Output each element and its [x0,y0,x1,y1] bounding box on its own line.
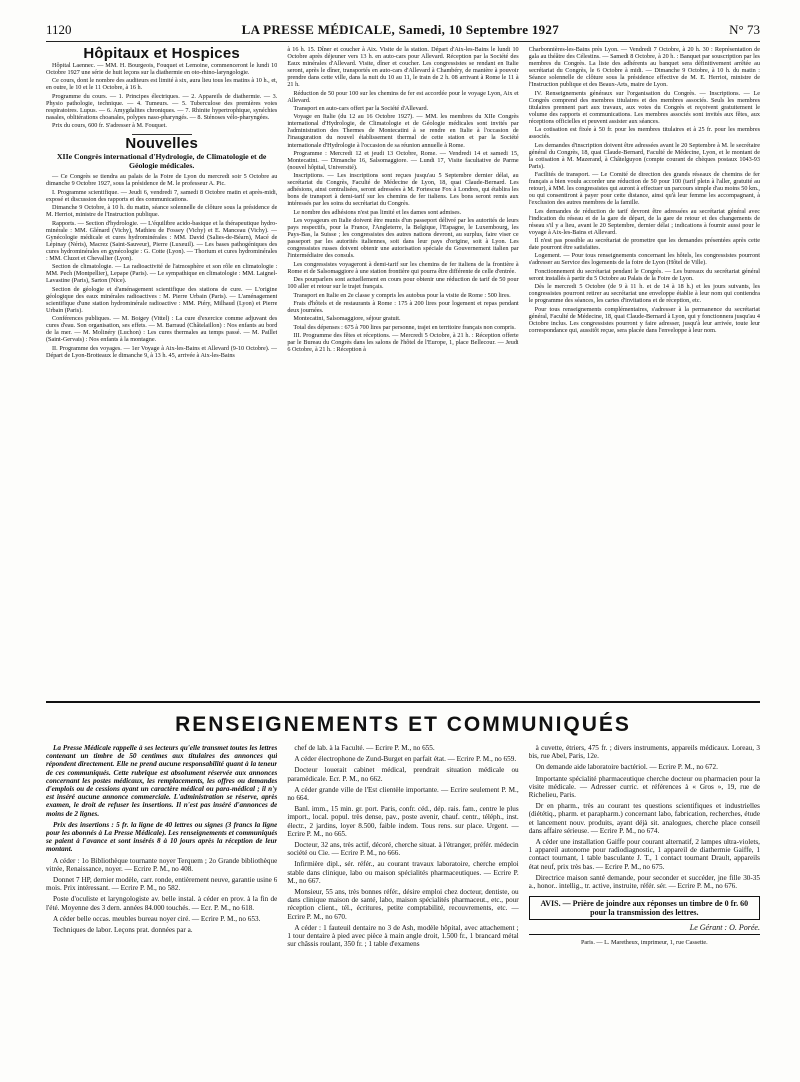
classified-ad: Infirmière dipl., sér. référ., au courant travaux laboratoire, cherche emploi stable dans clinique, labo ou maison spécialités pharmaceutiques. — Ecrire P. M., no 667. [287,860,519,885]
congress-paragraph: Des pourparlers sont actuellement en cours pour obtenir une réduction de tarif de 50 pour 100 aller et retour sur le trajet français. [287,276,519,291]
congress-paragraph: Les demandes d'inscription doivent être adressées avant le 20 Septembre à M. le secrétaire général du Congrès, 18, quai Claude-Bernard, Faculté de Médecine, Lyon, et le montant de la cotisation à M. Mazerand, à Châtelguyon (compte courant de chèques postaux 1043-93 Paris). [528,141,760,170]
classified-ad: A céder une installation Gaiffe pour courant alternatif, 2 lampes ultra-violets, 1 appareil autonome pour radiodiagnostic, 1 appareil de diathermie Gaiffe, 1 contact tournant, 1 table basculante J. T., 1 contact tournant Drault, appareils état neuf, prix très bas. — Ecrire P. M., no 675. [528,838,760,871]
classified-ad: Docteur, 32 ans, très actif, décoré, cherche situat. à l'étranger, préfér. médecin société ou Cie. — Ecrire P. M., no 666. [287,841,519,858]
column-2 [287,46,518,696]
congress-paragraph: Rapports. — Section d'hydrologie. — L'équilibre acido-basique et la thérapeutique hydro-minérale : MM. Glénard (Vichy), Mathieu de Fossey (Vichy) et E. Manceau (Vichy). — Gynécologie médicale et cures hydrominérales : MM. David (Salies-de-Béarn), Macé de Lépinay (Néris), Macrez (Saint-Sauveur), Pierre (Luxeuil). — Les bases pathogéniques des cures hydrominérales en gynécologie : G. Cotte (Lyon). — Thorium et cures hydrominérales : MM. Cluzet et Chevallier (Lyon). [46,219,278,262]
classifieds-columns [46,744,760,1044]
classifieds-column-2 [287,744,518,1044]
congress-paragraph: Dès le mercredi 5 Octobre (de 9 à 11 h. et de 14 à 18 h.) et les jours suivants, les congressistes pourront retirer au secrétariat une enveloppe établie à leur nom qui contiendra le programme des séances, les cartes d'invitations et de réception, etc. [528,283,760,305]
classified-ad: Donnet 7 HP, dernier modèle, carr. ronde, entièrement neuve, garantie usine 6 mois. Prix intéressant. — Ecrire P. M., no 582. [46,876,278,893]
congress-paragraph: Frais d'hôtels et de restaurants à Rome : 175 à 200 lires pour logement et repas pendant deux journées. [287,299,519,314]
classifieds-prices: Prix des insertions : 5 fr. la ligne de 40 lettres ou signes (3 francs la ligne pour les abonnés à La Presse Médicale). Les renseignements et communiqués se paient à l'avance et sont insérés 8 à 10 jours après la réception de leur montant. [46,820,278,854]
congress-paragraph: Voyage en Italie (du 12 au 16 Octobre 1927). — MM. les membres du XIIe Congrès international d'Hydrologie, de Climatologie et de Géologie médicales sont invités par l'administration des Thermes de Montecatini à se rendre en Italie à l'occasion de l'inauguration du nouvel établissement thermal de cette station et par la Société internationale d'Hydrologie à l'occasion de sa réunion annuelle à Rome. [287,113,519,149]
classified-ad: A céder : 1o Bibliothèque tournante noyer Terquem ; 2o Grande bibliothèque vitrée, Renaissance, noyer. — Ecrire P. M., no 408. [46,856,278,873]
classifieds-column-3 [529,744,760,1044]
congress-paragraph: Conférences publiques. — M. Boigey (Vittel) : La cure d'exercice comme adjuvant des cures d'eau. Son organisation, ses effets. — M. Barraud (Châtelaillon) : Nos enfants au bord de la mer. — M. Molinéry (Luchon) : Les cures thermales au temps passé. — M. Paillet (Saint-Gervais) : Nos enfants à la montagne. [46,315,278,344]
congress-paragraph: Les demandes de réduction de tarif devront être adressées au secrétariat général avec l'indication du réseau et de la gare de départ, de la gare de retour et des changements de réseau s'il y a lieu, avant le 20 Septembre, dernier délai ; indications à fournir aussi pour le voyage à Aix-les-Bains et Allevard. [528,207,760,236]
classifieds-column-1 [46,744,277,1044]
congress-paragraph: III. Programme des fêtes et réceptions. — Mercredi 5 Octobre, à 21 h. : Réception offerte par le Bureau du Congrès dans les salons de l'hôtel de l'Europe, 1, place Bellecour. — Jeudi 6 Octobre, à 21 h. : Réception à [287,331,519,354]
classified-ad: A céder belle occas. meubles bureau noyer ciré. — Ecrire P. M., no 653. [53,914,261,923]
classified-ad: Techniques de labor. Leçons prat. données par a. [53,926,193,935]
classified-ad: A céder : 1 fauteuil dentaire no 3 de Ash, modèle hôpital, avec attachement ; 1 tour dentaire à pied avec pièce à main angle droit, 1.500 fr., 1 brancard métal sur châssis roulant, 350 fr. ; 1 table d'examens [287,923,519,949]
journal-title: LA PRESSE MÉDICALE, Samedi, 10 Septembre 1927 [241,22,560,37]
page-header [46,22,760,42]
congress-paragraph: Il n'est pas possible au secrétariat de promettre que les demandes présentées après cette date pourront être satisfaites. [528,237,760,252]
congress-paragraph: IV. Renseignements généraux sur l'organisation du Congrès. — Inscriptions. — Le Congrès comprend des membres titulaires et des membres associés. Seuls les membres titulaires prennent part aux travaux, aux votes du Congrès et reçoivent gratuitement le volume des rapports et communications. Les membres associés sont invités aux fêtes, aux réceptions officielles et peuvent assister aux séances. [528,89,760,125]
congress-paragraph: Dimanche 9 Octobre, à 10 h. du matin, séance solennelle de clôture sous la présidence de M. Herriot, ministre de l'Instruction publique. [46,204,278,219]
congress-title: XIIe Congrès international d'Hydrologie, de Climatologie et de Géologie médicales. [56,152,267,171]
congress-paragraph: I. Programme scientifique. — Jeudi 6, vendredi 7, samedi 8 Octobre matin et après-midi, exposé et discussion des rapports et des communications. [46,188,278,203]
classifieds-banner: RENSEIGNEMENTS ET COMMUNIQUÉS [46,701,760,737]
column-1 [46,46,277,696]
classified-ad: A céder grande ville de l'Est clientèle importante. — Ecrire seulement P. M., no 664. [287,785,519,803]
congress-paragraph: Montecatini, Salsomaggiore, séjour gratuit. [293,315,401,323]
congress-paragraph: Réduction de 50 pour 100 sur les chemins de fer est accordée pour le voyage Lyon, Aix et Allevard. [287,89,519,104]
issue-number: N° 73 [729,22,760,37]
congress-paragraph: Les congressistes voyageront à demi-tarif sur les chemins de fer italiens de la frontière à Rome et de Salsomaggiore à une station frontière qui pourra être différente de celle d'entrée. [287,260,519,275]
manager-signature: Le Gérant : O. Porée. [529,924,760,935]
classified-ad: Directrice maison santé demande, pour seconder et succéder, jne fille 30-35 a., honor.. intellig., tr. active, instruite, référ. sér. — Ecrire P. M., no 676. [528,873,760,891]
top-columns [46,46,760,696]
classified-ad: A céder électrophone de Zund-Burget en parfait état. — Ecrire P. M., no 659. [294,755,517,764]
congress-paragraph: Section de géologie et d'aménagement scientifique des stations de cure. — L'origine géologique des eaux minérales radioactives : M. Pierre Urbain (Paris). — L'aménagement scientifique d'une station hydrominérale radioactive : MM. Piéry, Milhaud (Lyon) et Pierre Urbain (Paris). [46,285,278,314]
congress-paragraph: Transport en auto-cars offert par la Société d'Allevard. [293,104,429,112]
page-number: 1120 [46,22,72,37]
congress-paragraph: Fonctionnement du secrétariat pendant le Congrès. — Les bureaux du secrétariat général seront installés à partir du 5 Octobre au Palais de la Foire de Lyon. [528,267,760,282]
classified-ad: Monsieur, 55 ans, très bonnes référ., désire emploi chez docteur, dentiste, ou dans clinique maison de santé, labo, maison spécialités pharmaceut., etc., pour réception client., tél., écritures, petite comptabilité, recouvrements, etc. — Ecrire P. M., no 670. [287,888,519,921]
classified-ad: Importante spécialité pharmaceutique cherche docteur ou pharmacien pour la visite médicale. — Adresser curric. et références à « Gros », 19, rue de Richelieu, Paris. [528,774,760,800]
classified-ad: Dr en pharm., très au courant tes questions scientifiques et industrielles (diététiq., pharm. et parapharm.) concernant labo, fabrication, recherches, étude et lancement nouv. produits, ayant déjà sit. analogues, cherche place conseil dans affaire sérieuse. — Ecrire P. M., no 674. [528,802,760,835]
classified-ad: à cuvette, étriers, 475 fr. ; divers instruments, appareils médicaux. Loreau, 3 bis, rue Abel, Paris, 12e. [528,744,760,761]
column-3 [529,46,760,696]
classified-ad: chef de lab. à la Faculté. — Ecrire P. M., no 655. [294,744,435,752]
classified-ad: Poste d'oculiste et laryngologiste av. belle instal. à céder en prov. à la fin de l'été. Moyenne des 3 dern. années 84.000 touchés. — Ecr. P. M., no 618. [46,895,278,912]
hospital-paragraph: Programme du cours. — 1. Principes électriques. — 2. Appareils de diathermie. — 3. Physio pathologie, technique. — 4. Tumeurs. — 5. Tuberculose des premières voies respiratoires. Lupus. — 6. Amygdalites chroniques. — 7. Rhinite hypertrophique, synéchies nasales, oblitérations choanales, polypes naso-pharyngés. — 8. Sténoses vélo-pharyngées. [46,92,278,121]
congress-paragraph: Programme : Mercredi 12 et jeudi 13 Octobre, Rome. — Vendredi 14 et samedi 15, Montecatini. — Dimanche 16, Salsomaggiore. — Lundi 17, Visite facultative de Parme (nouvel hôpital, Université). [287,149,519,171]
congress-paragraph: Total des dépenses : 675 à 700 lires par personne, trajet en territoire français non compris. [293,323,516,331]
classified-ad: Docteur louerait cabinet médical, prendrait situation médicale ou paramédicale. Ecr. P. M., no 662. [287,766,519,783]
congress-paragraph: Facilités de transport. — Le Comité de direction des grands réseaux de chemins de fer français a bien voulu accorder une réduction de 50 pour 100 (tarif plein à l'aller, gratuité au retour), à MM. les congressistes qui auront à effectuer un parcours simple d'au moins 50 km., ou qui consentiront à payer pour cette distance, ainsi qu'à leur femme les accompagnant, à l'exclusion des autres membres de la famille. [528,170,760,207]
classified-ad: Banl. imm., 15 min. gr. port. Paris, confr. céd., dép. rais. fam., centre le plus import., local. popul. très dense, pav., poste avenir, chauf. centr., téléph., inst. électr., 2 jardins, loyer 8.500, faible indem. Tous rens. sur place. Urgent. — Ecrire P. M., no 665. [287,805,519,838]
congress-paragraph: à 16 h. 15. Dîner et coucher à Aix. Visite de la station. Départ d'Aix-les-Bains le lundi 10 Octobre après déjeuner vers 13 h. en auto-cars pour Allevard. Réception par la Société des Eaux minérales d'Allevard. Visite, dîner et coucher. Les congressistes se rendant en Italie seront, après le dîner, transportés en auto-cars d'Allevard à Chambéry, de manière à pouvoir prendre dans cette ville, dans la nuit du 10 au 11, le train de 2 h. 08 arrivant à Rome le 11 à 21 h. [287,46,519,89]
congress-paragraph: Les voyageurs en Italie doivent être munis d'un passeport délivré par les autorités de leurs pays respectifs, pour la France, l'Angleterre, la Belgique, l'Espagne, le Luxembourg, les Pays-Bas, la Suisse ; les congressistes des autres nations devront, au surplus, faire viser ce passeport par les autorités italiennes, soit dans leur pays d'origine, soit à Lyon. Les congressistes russes doivent obtenir une autorisation spéciale du Gouvernement italien par l'intermédiaire des consuls. [287,217,519,260]
congress-paragraph: La cotisation est fixée à 50 fr. pour les membres titulaires et à 25 fr. pour les membres associés. [528,126,760,141]
printer-line: Paris. — L. Maretheux, imprimeur, 1, rue Cassette. [580,939,708,947]
hospital-paragraph: Ce cours, dont le nombre des auditeurs est limité à six, aura lieu tous les matins à 10 h., et, en outre, le 10 et le 11 Octobre, à 16 h. [46,77,278,92]
congress-paragraph: Le nombre des adhésions n'est pas limité et les dames sont admises. [293,208,462,216]
congress-paragraph: Logement. — Pour tous renseignements concernant les hôtels, les congressistes pourront s'adresser au Service des logements de la foire de Lyon (Hôtel de Ville). [528,252,760,267]
hospital-paragraph: Hôpital Laennec. — MM. H. Bourgeois, Fouquet et Lemoine, commenceront le lundi 10 Octobre 1927 une série de huit leçons sur la diathermie en oto-rhino-laryngologie. [46,62,278,77]
congress-paragraph: Section de climatologie. — La radioactivité de l'atmosphère et son rôle en climatologie : MM. Pech (Montpellier), Lepape (Paris). — Le sympathique en climatologie : MM. Laignel-Lavastine (Paris), Sarton (Nice). [46,263,278,285]
classified-ad: On demande aide laboratoire bactériol. — Ecrire P. M., no 672. [535,763,718,772]
congress-paragraph: Charbonnières-les-Bains près Lyon. — Vendredi 7 Octobre, à 20 h. 30 : Représentation de gala au théâtre des Célestins. — Samedi 8 Octobre, à 20 h. : Banquet par souscription par les membres du Congrès. La liste des adhérents au banquet sera définitivement arrêtée au secrétariat du Congrès, le 6 Octobre à midi. — Dimanche 9 Octobre, à 10 h. du matin : Séance solennelle de clôture sous la présidence effective de M. E. Herriot, ministre de l'Instruction publique et des Beaux-Arts, maire de Lyon. [528,46,760,89]
hospital-paragraph: Prix du cours, 600 fr. S'adresser à M. Fouquet. [52,122,167,130]
classifieds-intro: La Presse Médicale rappelle à ses lecteurs qu'elle transmet toutes les lettres contenant un timbre de 50 centimes aux titulaires des annonces qui répondent directement. Elle ne prend aucune responsabilité quant à la teneur de ces communiqués. Cette rubrique est absolument réservée aux annonces concernant les postes médicaux, les remplacements, les offres ou demandes d'emplois ou de cessions ayant un caractère médical ou para-médical ; il n'y est inséré aucune annonce commerciale. L'administration se réserve, après examen, le droit de refuser les insertions. Il n'est pas inséré d'annonces de moins de 2 lignes. [46,744,278,818]
notice-box: AVIS. — Prière de joindre aux réponses un timbre de 0 fr. 60 pour la transmission des lettres. [529,896,760,920]
congress-paragraph: Pour tous renseignements complémentaires, s'adresser à la permanence du secrétariat général, Faculté de Médecine, 18, quai Claude-Bernard à Lyon, qui y fonctionnera jusqu'au 4 Octobre inclus. Les congressistes pourront y faire adresser, jusqu'à leur arrivée, toute leur correspondance qui, aussitôt reçue, sera placée dans l'enveloppe à leur nom. [528,305,760,334]
congress-paragraph: Transport en Italie en 2e classe y compris les autobus pour la visite de Rome : 500 lires. [293,291,511,299]
congress-paragraph: Inscriptions. — Les inscriptions sont reçues jusqu'au 5 Septembre dernier délai, au secrétariat du Congrès, Faculté de Médecine de Lyon, 18, quai Claude-Bernard. Les adhésions, ainsi centralisées, seront adressées à M. Fortescue Fox à Londres, qui établira les bons de transport à demi-tarif sur les chemins de fer italiens. Les bons seront remis aux intéressés par les soins du secrétariat du Congrès. [287,172,519,208]
news-heading: Nouvelles [125,135,198,153]
congress-paragraph: — Ce Congrès se tiendra au palais de la Foire de Lyon du mercredi soir 5 Octobre au dimanche 9 Octobre 1927, sous la présidence de M. le professeur A. Pic. [46,173,278,188]
congress-paragraph: II. Programme des voyages. — 1er Voyage à Aix-les-Bains et Allevard (9-10 Octobre). — Départ de Lyon-Brotteaux le dimanche 9, à 13 h. 45, arrivée à Aix-les-Bains [46,344,278,359]
hospitals-heading: Hôpitaux et Hospices [83,46,240,62]
